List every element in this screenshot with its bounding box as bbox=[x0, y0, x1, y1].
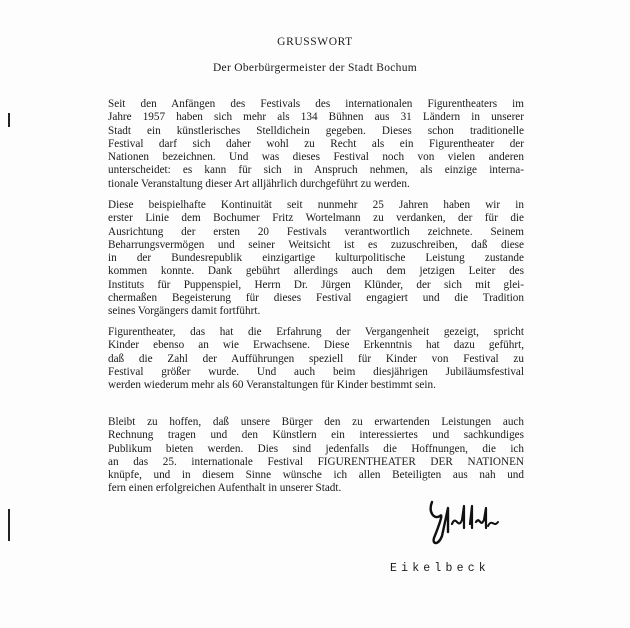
text-line: knüpfe, und in diesem Sinne wünsche ich allen Beteiligten aus nah und bbox=[108, 469, 524, 482]
text-line: Kinder ebenso an wie Erwachsene. Diese Erkenntnis hat dazu geführt, bbox=[108, 339, 524, 352]
text-line: Diese beispielhafte Kontinuität seit nunmehr 25 Jahren haben wir in bbox=[108, 199, 524, 211]
signer-name: Eikelbeck bbox=[390, 562, 490, 575]
paragraph-3 bbox=[108, 326, 524, 392]
text-line: Beharrungsvermögen und seiner Weitsicht ist es zuzuschreiben, daß diese bbox=[108, 238, 524, 251]
text-line: in der Bundesrepublik einzigartige kulturpolitische Leistung zustande bbox=[108, 252, 524, 265]
text-line: Publikum bieten werden. Dies sind jedenfalls die Hoffnungen, die ich bbox=[108, 442, 524, 455]
scan-edge-mark bbox=[8, 113, 10, 127]
text-line: seines Vorgängers damit fortführt. bbox=[108, 305, 261, 318]
handwritten-signature bbox=[418, 498, 518, 550]
text-line: Ausrichtung der ersten 20 Festivals verantwortlich zeichnete. Seinem bbox=[108, 225, 524, 238]
scan-edge-mark bbox=[8, 509, 10, 541]
paragraph-4 bbox=[108, 416, 524, 496]
text-line: erster Linie dem Bochumer Fritz Wortelmann zu verdanken, der für die bbox=[108, 212, 524, 225]
paragraph-2 bbox=[108, 199, 524, 319]
text-line: unterscheidet: es kann für sich in Anspruch nehmen, als einzige interna- bbox=[108, 164, 524, 177]
text-line: Seit den Anfängen des Festivals des internationalen Figurentheaters im bbox=[108, 98, 524, 110]
paragraph-1 bbox=[108, 98, 524, 191]
text-line: fern einen erfolgreichen Aufenthalt in unserer Stadt. bbox=[108, 482, 342, 495]
text-line: an das 25. internationale Festival FIGURENTHEATER DER NATIONEN bbox=[108, 455, 524, 468]
text-line: werden wiederum mehr als 60 Veranstaltungen für Kinder bestimmt sein. bbox=[108, 379, 436, 392]
text-line: Rechnung tragen und den Künstlern ein interessiertes und sachkundiges bbox=[108, 429, 524, 442]
text-line: Jahre 1957 haben sich mehr als 134 Bühnen aus 31 Ländern in unserer bbox=[108, 111, 524, 124]
text-line: Bleibt zu hoffen, daß unsere Bürger den zu erwartenden Leistungen auch bbox=[108, 416, 524, 428]
text-line: chermaßen Begeisterung für dieses Festival engagiert und die Tradition bbox=[108, 292, 524, 305]
page-title: GRUSSWORT bbox=[277, 36, 353, 48]
text-line: Festival größer wurde. Und auch beim diesjährigen Jubiläumsfestival bbox=[108, 365, 524, 378]
text-line: Figurentheater, das hat die Erfahrung der Vergangenheit gezeigt, spricht bbox=[108, 326, 524, 338]
text-line: Festival darf sich daher wohl zu Recht als ein Figurentheater der bbox=[108, 137, 524, 150]
text-line: tionale Veranstaltung dieser Art alljährlich durchgeführt zu werden. bbox=[108, 177, 410, 190]
page-subtitle: Der Oberbürgermeister der Stadt Bochum bbox=[212, 62, 418, 74]
text-line: daß die Zahl der Aufführungen speziell für Kinder von Festival zu bbox=[108, 352, 524, 365]
text-line: Stadt ein künstlerisches Stelldichein gegeben. Dieses schon traditionelle bbox=[108, 124, 524, 137]
text-line: Nationen bezeichnen. Und was dieses Festival noch von vielen anderen bbox=[108, 151, 524, 164]
text-line: Instituts für Puppenspiel, Herrn Dr. Jürgen Klünder, der sich mit glei- bbox=[108, 278, 524, 291]
text-line: kommen konnte. Dank gebührt allerdings auch dem jetzigen Leiter des bbox=[108, 265, 524, 278]
